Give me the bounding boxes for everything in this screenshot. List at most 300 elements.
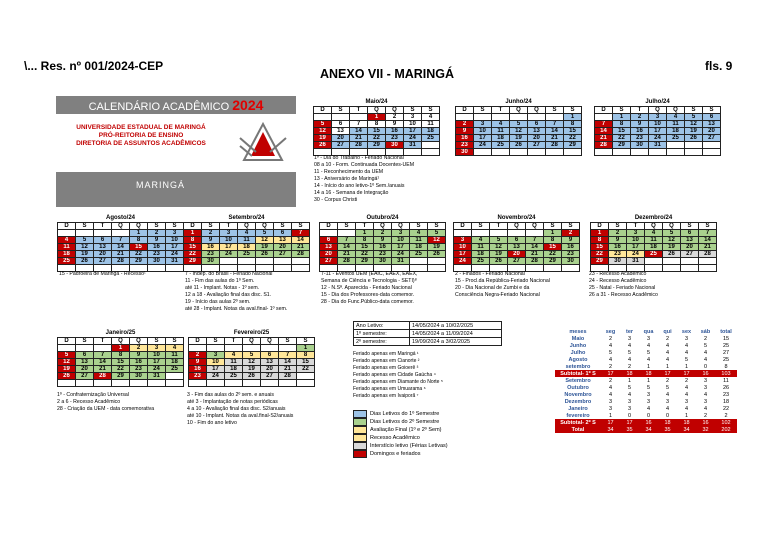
summary-cell: 35	[620, 426, 639, 433]
day-cell	[320, 264, 338, 271]
weekday-label: T	[225, 337, 243, 344]
day-cell: 27	[274, 250, 292, 257]
day-cell	[528, 113, 546, 120]
day-cell: 12	[428, 236, 446, 243]
day-cell	[681, 257, 699, 264]
day-cell: 22	[564, 134, 582, 141]
weekday-label: Q	[261, 337, 279, 344]
calendar-2	[594, 98, 721, 156]
summary-cell: 1	[665, 363, 670, 370]
note-line: 08 a 10 - Form. Continuada Docentes-UEM	[314, 162, 415, 168]
weekday-label: S	[148, 222, 166, 229]
summary-cell: 4	[665, 405, 670, 412]
weekday-label: S	[297, 337, 315, 344]
day-cell: 27	[76, 372, 94, 379]
day-cell: 26	[510, 141, 528, 148]
day-cell: 30	[609, 257, 627, 264]
day-cell: 4	[472, 236, 490, 243]
day-cell: 21	[94, 365, 112, 372]
day-cell	[76, 264, 94, 271]
day-cell: 3	[148, 344, 166, 351]
summary-cell: 1	[646, 363, 651, 370]
day-cell	[456, 113, 474, 120]
day-cell: 24	[207, 372, 225, 379]
semester-cell: Ano Letivo:	[354, 322, 410, 330]
day-cell: 3	[454, 236, 472, 243]
day-cell	[490, 264, 508, 271]
day-cell: 1	[356, 229, 374, 236]
day-cell: 29	[544, 257, 562, 264]
day-cell: 27	[681, 250, 699, 257]
day-cell	[148, 379, 166, 386]
day-cell	[703, 141, 721, 148]
day-cell	[112, 379, 130, 386]
legend-label: Avaliação Final (1º e 2º Sem)	[370, 427, 442, 433]
day-cell: 25	[225, 372, 243, 379]
day-cell	[297, 372, 315, 379]
day-cell: 23	[374, 250, 392, 257]
summary-cell: 17	[620, 419, 639, 426]
day-cell	[667, 141, 685, 148]
day-cell: 12	[314, 127, 332, 134]
day-cell: 14	[292, 236, 310, 243]
day-cell	[184, 264, 202, 271]
weekday-label: D	[591, 222, 609, 229]
notes-janeiro	[57, 392, 154, 413]
day-cell: 2	[202, 229, 220, 236]
day-cell: 29	[613, 141, 631, 148]
day-cell: 20	[703, 127, 721, 134]
day-cell: 9	[456, 127, 474, 134]
day-cell: 30	[130, 372, 148, 379]
uem-logo-icon	[238, 118, 288, 168]
day-cell: 29	[368, 141, 386, 148]
note-line: até 3 - Implantação de notas periódicas	[187, 399, 278, 405]
notes-agosto	[59, 271, 146, 278]
day-cell: 8	[184, 236, 202, 243]
day-cell: 25	[667, 134, 685, 141]
day-cell	[94, 264, 112, 271]
day-cell: 26	[685, 134, 703, 141]
day-cell: 15	[544, 243, 562, 250]
note-line: 11 - Reconhecimento da UEM	[314, 169, 384, 175]
day-cell: 5	[510, 120, 528, 127]
summary-cell: 4	[646, 342, 651, 349]
summary-cell: 17	[601, 370, 620, 377]
summary-cell: 5	[684, 356, 689, 363]
day-cell: 2	[456, 120, 474, 127]
note-line: Feriado apenas em Ivaiporã ⁷	[353, 393, 419, 399]
day-cell: 25	[472, 257, 490, 264]
day-cell: 7	[595, 120, 613, 127]
weekday-label: T	[627, 222, 645, 229]
day-cell: 2	[189, 351, 207, 358]
note-line: 13 - Aniversário de Maringá¹	[314, 176, 380, 182]
weekday-label: S	[472, 222, 490, 229]
summary-header: qui	[663, 328, 672, 335]
calendar-0	[313, 98, 440, 156]
day-cell	[130, 379, 148, 386]
summary-cell: 2	[665, 335, 670, 342]
weekday-label: T	[94, 222, 112, 229]
day-cell: 14	[279, 358, 297, 365]
day-cell: 22	[130, 250, 148, 257]
day-cell: 25	[238, 250, 256, 257]
day-cell: 28	[112, 257, 130, 264]
legend-label: Dias Letivos do 2º Semestre	[370, 419, 440, 425]
summary-cell: 3	[627, 398, 632, 405]
summary-cell: Janeiro	[568, 405, 588, 412]
summary-cell: Outubro	[567, 384, 589, 391]
day-cell	[681, 264, 699, 271]
note-line: 12 a 18 - Avaliação final das disc. S1.	[185, 292, 272, 298]
day-cell	[238, 257, 256, 264]
day-cell: 6	[320, 236, 338, 243]
day-cell: 8	[356, 236, 374, 243]
day-cell: 11	[410, 236, 428, 243]
day-cell: 28	[338, 257, 356, 264]
day-cell	[220, 257, 238, 264]
weekday-label: Q	[374, 222, 392, 229]
day-cell	[356, 264, 374, 271]
weekday-label: D	[454, 222, 472, 229]
day-cell: 18	[472, 250, 490, 257]
day-cell: 15	[184, 243, 202, 250]
weekday-label: Q	[112, 337, 130, 344]
day-cell: 28	[595, 141, 613, 148]
summary-cell: 4	[646, 405, 651, 412]
note-line: 14 - Início do ano letivo-1º Sem./anuais	[314, 183, 405, 189]
day-cell	[526, 264, 544, 271]
banner-title: CALENDÁRIO ACADÊMICO 2024	[56, 96, 296, 114]
summary-cell: 5	[665, 384, 670, 391]
day-cell: 27	[332, 141, 350, 148]
note-line: Feriado apenas em Maringá ¹	[353, 351, 419, 357]
day-cell: 11	[166, 351, 184, 358]
day-cell	[685, 148, 703, 155]
day-cell: 22	[591, 250, 609, 257]
day-cell	[374, 264, 392, 271]
note-line: 19 - Início das aulas 2º sem.	[185, 299, 251, 305]
summary-cell: 34	[639, 426, 658, 433]
semester-cell: 14/05/2024 a 10/02/2025	[410, 322, 502, 330]
day-cell: 1	[184, 229, 202, 236]
day-cell	[350, 113, 368, 120]
day-cell: 25	[58, 257, 76, 264]
summary-cell: Dezembro	[564, 398, 592, 405]
day-cell: 21	[279, 365, 297, 372]
day-cell	[243, 379, 261, 386]
day-cell: 10	[220, 236, 238, 243]
day-cell: 21	[546, 134, 564, 141]
day-cell: 4	[492, 120, 510, 127]
day-cell	[166, 379, 184, 386]
note-line: 1º - Dia do Trabalho - Feriado Nacional	[314, 155, 404, 161]
day-cell: 19	[685, 127, 703, 134]
day-cell: 6	[703, 113, 721, 120]
day-cell: 14	[526, 243, 544, 250]
summary-cell: fevereiro	[566, 412, 590, 419]
local-holidays	[353, 351, 443, 400]
day-cell	[508, 264, 526, 271]
day-cell	[94, 344, 112, 351]
day-cell	[703, 148, 721, 155]
day-cell	[261, 344, 279, 351]
month-title: Novembro/24	[497, 214, 536, 221]
weekday-label: Q	[510, 106, 528, 113]
day-cell: 10	[627, 236, 645, 243]
weekday-label: S	[562, 222, 580, 229]
month-title: Fevereiro/25	[233, 329, 270, 336]
day-cell	[76, 344, 94, 351]
day-cell	[130, 264, 148, 271]
day-cell: 15	[130, 243, 148, 250]
day-cell: 6	[528, 120, 546, 127]
note-line: 2 a 6 - Recesso Acadêmico	[57, 399, 121, 405]
legend-swatch	[353, 450, 367, 458]
day-cell: 9	[631, 120, 649, 127]
summary-cell: 23	[722, 391, 730, 398]
day-cell	[58, 379, 76, 386]
weekday-label: S	[166, 337, 184, 344]
day-cell	[591, 264, 609, 271]
day-cell: 20	[332, 134, 350, 141]
summary-cell: 1	[684, 363, 689, 370]
day-cell: 22	[184, 250, 202, 257]
day-cell: 6	[332, 120, 350, 127]
day-cell	[368, 148, 386, 155]
day-cell	[320, 229, 338, 236]
summary-cell: 34	[601, 426, 620, 433]
summary-cell: 0	[627, 412, 632, 419]
day-cell	[492, 113, 510, 120]
day-cell	[58, 344, 76, 351]
day-cell: 11	[492, 127, 510, 134]
day-cell: 26	[58, 372, 76, 379]
day-cell: 4	[422, 113, 440, 120]
day-cell: 15	[564, 127, 582, 134]
day-cell: 25	[166, 365, 184, 372]
day-cell: 27	[94, 257, 112, 264]
weekday-label: S	[681, 222, 699, 229]
weekday-label: D	[456, 106, 474, 113]
day-cell: 2	[609, 229, 627, 236]
note-line: Consciência Negra-Feriado Nacional	[455, 292, 540, 298]
note-line: Feriado apenas em Goioerê ³	[353, 365, 419, 371]
day-cell: 28	[292, 250, 310, 257]
summary-cell: 25	[722, 342, 730, 349]
day-cell: 29	[184, 257, 202, 264]
summary-cell: 3	[665, 398, 670, 405]
calendar-9	[188, 329, 315, 387]
day-cell	[667, 148, 685, 155]
calendar-3	[57, 214, 184, 272]
day-cell: 24	[392, 250, 410, 257]
summary-cell: Agosto	[568, 356, 588, 363]
summary-cell: 2	[684, 377, 689, 384]
day-cell: 15	[613, 127, 631, 134]
day-cell: 8	[613, 120, 631, 127]
calendar-8	[57, 329, 184, 387]
weekday-label: S	[279, 337, 297, 344]
day-cell: 27	[528, 141, 546, 148]
day-cell: 5	[58, 351, 76, 358]
note-line: 28 - Dia do Func.Público-data comemor.	[321, 299, 414, 305]
day-cell: 6	[94, 236, 112, 243]
day-cell: 3	[392, 229, 410, 236]
summary-cell: Julho	[570, 349, 586, 356]
note-line: até 11 - Implant. Notas - 1º sem.	[185, 285, 260, 291]
day-cell: 2	[386, 113, 404, 120]
summary-cell: 8	[724, 363, 728, 370]
day-cell: 1	[613, 113, 631, 120]
calendar-7	[590, 214, 717, 272]
summary-cell: 18	[620, 370, 639, 377]
day-cell: 22	[112, 365, 130, 372]
day-cell: 21	[595, 134, 613, 141]
day-cell	[279, 344, 297, 351]
summary-header: meses	[569, 328, 587, 335]
day-cell: 23	[562, 250, 580, 257]
day-cell: 30	[456, 148, 474, 155]
day-cell	[428, 264, 446, 271]
day-cell: 26	[490, 257, 508, 264]
day-cell: 7	[292, 229, 310, 236]
day-cell	[225, 344, 243, 351]
day-cell	[76, 229, 94, 236]
day-cell: 3	[207, 351, 225, 358]
day-cell: 16	[202, 243, 220, 250]
day-cell	[595, 113, 613, 120]
summary-header: sáb	[700, 328, 711, 335]
day-cell: 7	[279, 351, 297, 358]
university-name: UNIVERSIDADE ESTADUAL DE MARINGÁ PRÓ-REITORIA DE ENSINO DIRETORIA DE ASSUNTOS ACADÊMICOS	[76, 124, 206, 147]
summary-cell: 4	[627, 342, 632, 349]
day-cell: 19	[243, 365, 261, 372]
day-cell: 24	[220, 250, 238, 257]
summary-header: qua	[643, 328, 654, 335]
weekday-label: D	[314, 106, 332, 113]
day-cell: 12	[510, 127, 528, 134]
day-cell: 11	[58, 243, 76, 250]
day-cell: 25	[645, 250, 663, 257]
day-cell: 17	[148, 358, 166, 365]
day-cell: 20	[274, 243, 292, 250]
note-line: 24 - Recesso Acadêmico	[589, 278, 647, 284]
note-line: 7-11 - Eventos UEM (EAIC, EAEX, EAEX,	[321, 271, 418, 277]
semester-dates	[353, 321, 502, 346]
day-cell	[112, 229, 130, 236]
day-cell	[207, 379, 225, 386]
day-cell: 23	[609, 250, 627, 257]
day-cell	[58, 264, 76, 271]
day-cell: 19	[663, 243, 681, 250]
day-cell: 30	[202, 257, 220, 264]
day-cell	[699, 264, 717, 271]
semester-cell: 14/05/2024 a 11/09/2024	[410, 330, 502, 338]
day-cell: 14	[94, 358, 112, 365]
summary-header: sex	[681, 328, 692, 335]
day-cell: 20	[508, 250, 526, 257]
day-cell: 12	[490, 243, 508, 250]
day-cell	[645, 264, 663, 271]
day-cell: 1	[368, 113, 386, 120]
day-cell: 16	[130, 358, 148, 365]
day-cell	[297, 379, 315, 386]
summary-cell: 5	[627, 384, 632, 391]
note-line: 7 - Indep. do Brasil - Feriado Nacional	[185, 271, 273, 277]
note-line: 2 - Finados - Feriado Nacional	[455, 271, 525, 277]
day-cell: 12	[243, 358, 261, 365]
day-cell: 13	[508, 243, 526, 250]
day-cell: 10	[649, 120, 667, 127]
summary-cell: 2	[627, 363, 632, 370]
day-cell	[472, 264, 490, 271]
day-cell: 31	[392, 257, 410, 264]
day-cell: 4	[58, 236, 76, 243]
summary-cell: 16	[696, 370, 715, 377]
day-cell: 31	[148, 372, 166, 379]
weekday-label: D	[58, 222, 76, 229]
day-cell: 4	[238, 229, 256, 236]
day-cell: 14	[595, 127, 613, 134]
summary-cell: 2	[703, 335, 708, 342]
day-cell: 5	[243, 351, 261, 358]
page-number: fls. 9	[705, 59, 733, 73]
summary-cell: 3	[608, 405, 613, 412]
day-cell	[410, 257, 428, 264]
day-cell	[338, 229, 356, 236]
day-cell: 14	[350, 127, 368, 134]
summary-cell: 18	[677, 419, 696, 426]
summary-cell: 25	[722, 356, 730, 363]
day-cell: 24	[454, 257, 472, 264]
summary-cell: 5	[703, 342, 708, 349]
day-cell: 18	[225, 365, 243, 372]
day-cell: 27	[703, 134, 721, 141]
day-cell	[166, 264, 184, 271]
note-line: 25 - Natal - Feriado Nacional	[589, 285, 656, 291]
day-cell: 8	[368, 120, 386, 127]
notes-setembro	[185, 271, 287, 313]
calendar-5	[319, 214, 446, 272]
day-cell: 10	[148, 351, 166, 358]
weekday-label: Q	[243, 337, 261, 344]
day-cell: 27	[320, 257, 338, 264]
summary-cell: Total	[555, 426, 601, 433]
day-cell	[613, 148, 631, 155]
day-cell	[350, 148, 368, 155]
note-line: Feriado apenas em Cianorte ²	[353, 358, 420, 364]
day-cell: 24	[474, 141, 492, 148]
day-cell	[243, 344, 261, 351]
note-line: Feriado apenas em Umuarama ⁶	[353, 386, 426, 392]
day-cell: 11	[238, 236, 256, 243]
day-cell: 3	[404, 113, 422, 120]
summary-cell: 4	[684, 405, 689, 412]
day-cell	[94, 229, 112, 236]
day-cell: 22	[297, 365, 315, 372]
weekday-label: Q	[238, 222, 256, 229]
weekday-label: D	[320, 222, 338, 229]
day-cell: 4	[410, 229, 428, 236]
day-cell	[332, 113, 350, 120]
day-cell	[546, 113, 564, 120]
day-cell: 10	[392, 236, 410, 243]
day-cell: 7	[94, 351, 112, 358]
day-cell: 13	[274, 236, 292, 243]
note-line: Feriado apenas em Diamante do Norte ⁵	[353, 379, 443, 385]
